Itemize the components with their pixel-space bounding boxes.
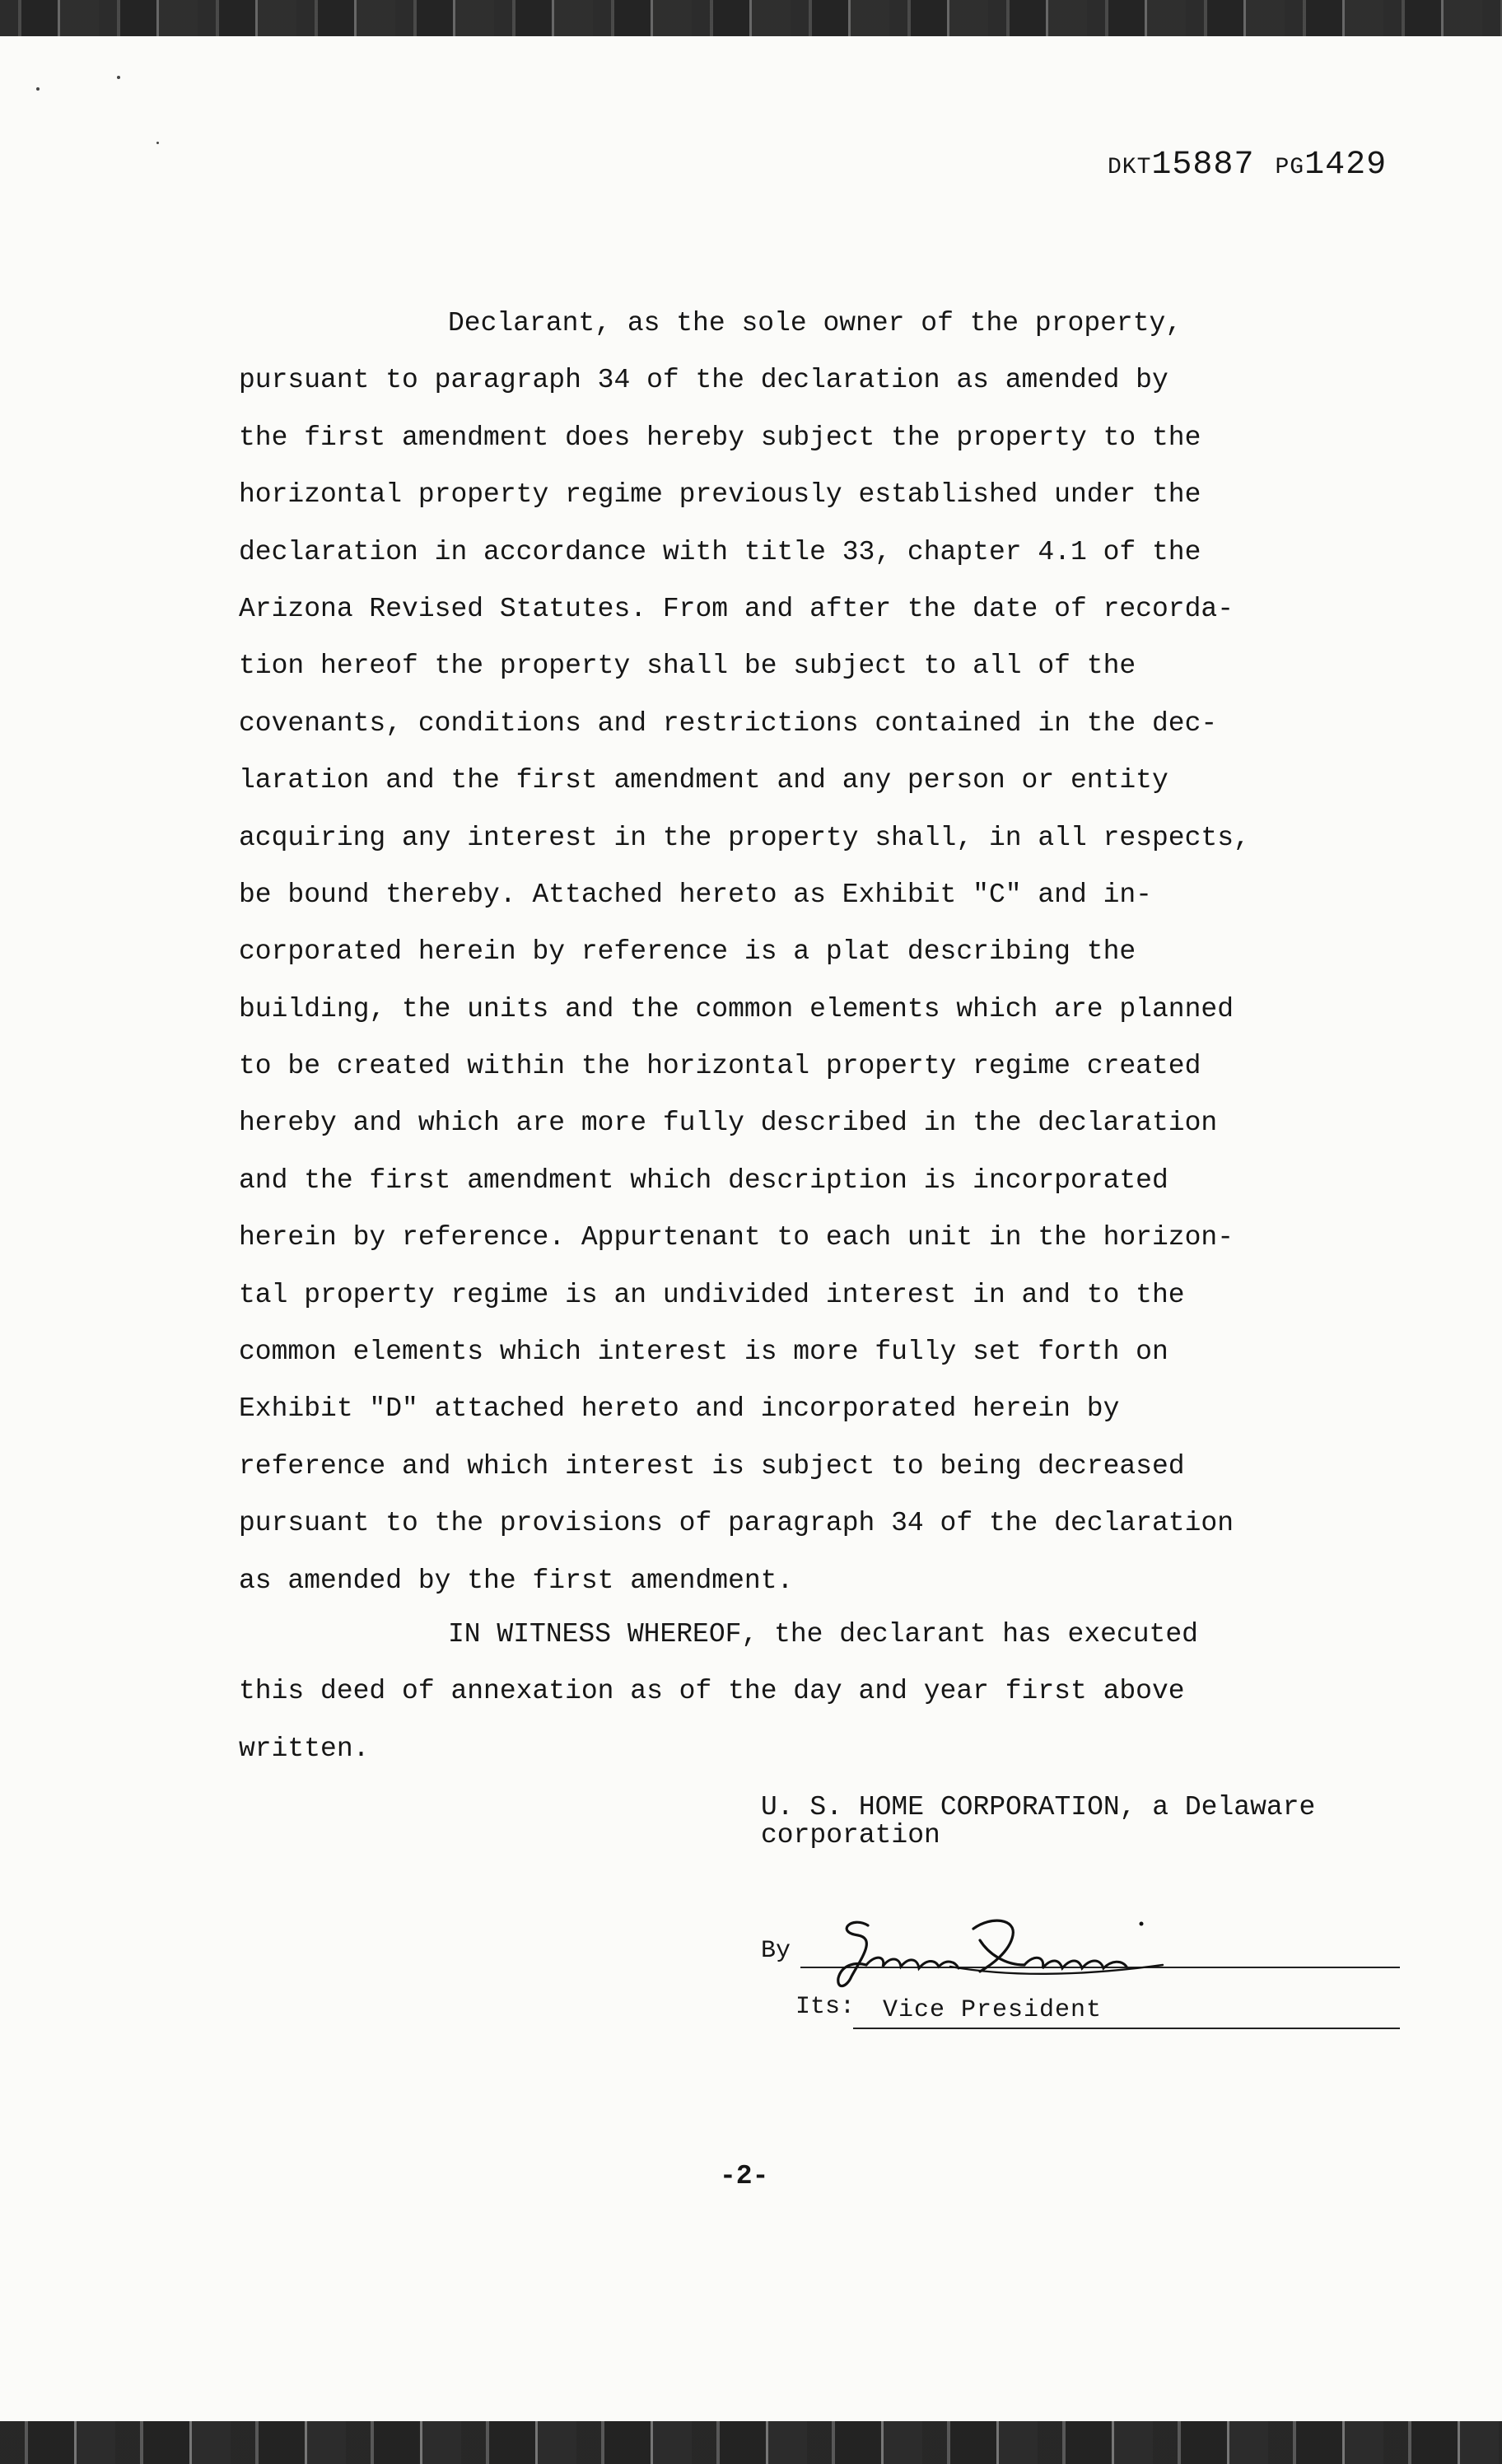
text-line: common elements which interest is more fully set forth on xyxy=(239,1337,1168,1368)
text-line: be bound thereby. Attached hereto as Exhibit "C" and in- xyxy=(239,879,1152,910)
scan-border-bottom xyxy=(0,2421,1502,2464)
text-line: Exhibit "D" attached hereto and incorporated herein by xyxy=(239,1393,1120,1425)
company-line-1: U. S. HOME CORPORATION, a Delaware xyxy=(761,1792,1316,1822)
signer-title: Vice President xyxy=(883,1996,1103,2024)
scan-speck xyxy=(156,142,159,144)
text-line: tion hereof the property shall be subject to all of the xyxy=(239,651,1136,682)
title-row xyxy=(795,1993,1400,2034)
text-line: and the first amendment which description is incorporated xyxy=(239,1164,1168,1196)
text-line: pursuant to paragraph 34 of the declaration as amended by xyxy=(239,365,1168,396)
docket-page: 1429 xyxy=(1304,147,1388,184)
handwritten-signature xyxy=(819,1907,1164,1998)
text-line: acquiring any interest in the property shall, in all respects, xyxy=(239,822,1250,853)
text-line: laration and the first amendment and any person or entity xyxy=(239,765,1168,796)
text-line: corporated herein by reference is a plat describing the xyxy=(239,936,1136,968)
text-line: covenants, conditions and restrictions contained in the dec- xyxy=(239,707,1218,739)
text-line: reference and which interest is subject to being decreased xyxy=(239,1450,1185,1482)
text-line: written. xyxy=(239,1733,370,1764)
its-label: Its: xyxy=(795,1993,856,2021)
docket-stamp xyxy=(1108,147,1387,184)
text-line: this deed of annexation as of the day and year first above xyxy=(239,1676,1185,1707)
scan-speck xyxy=(117,76,120,79)
text-line: declaration in accordance with title 33, chapter 4.1 of the xyxy=(239,536,1201,567)
docket-number: 15887 xyxy=(1151,147,1255,184)
text-line: herein by reference. Appurtenant to each unit in the horizon- xyxy=(239,1222,1234,1253)
title-line xyxy=(853,2028,1400,2029)
text-line: pursuant to the provisions of paragraph 34 of the declaration xyxy=(239,1508,1234,1539)
scan-speck xyxy=(36,87,40,91)
docket-page-prefix: PG xyxy=(1275,155,1305,180)
page-number: -2- xyxy=(720,2161,769,2191)
text-line: to be created within the horizontal property regime created xyxy=(239,1051,1201,1082)
text-line: horizontal property regime previously established under the xyxy=(239,479,1201,511)
text-line: as amended by the first amendment. xyxy=(239,1565,794,1596)
text-line: tal property regime is an undivided interest in and to the xyxy=(239,1279,1185,1310)
text-line: hereby and which are more fully described in the declaration xyxy=(239,1108,1218,1139)
text-line: building, the units and the common elements which are planned xyxy=(239,993,1234,1024)
scan-border-top xyxy=(0,0,1502,36)
signature-row xyxy=(761,1919,1400,1985)
company-line-2: corporation xyxy=(761,1820,940,1850)
body-paragraph-2 xyxy=(239,1606,1375,1777)
text-line: Declarant, as the sole owner of the property, xyxy=(448,308,1182,338)
company-name-block xyxy=(761,1794,1315,1850)
body-paragraph-1 xyxy=(239,295,1375,1609)
text-line: IN WITNESS WHEREOF, the declarant has executed xyxy=(448,1619,1198,1650)
docket-prefix: DKT xyxy=(1108,155,1152,180)
by-label: By xyxy=(761,1937,791,1965)
text-line: the first amendment does hereby subject the property to the xyxy=(239,422,1201,453)
text-line: Arizona Revised Statutes. From and after the date of recorda- xyxy=(239,593,1234,624)
